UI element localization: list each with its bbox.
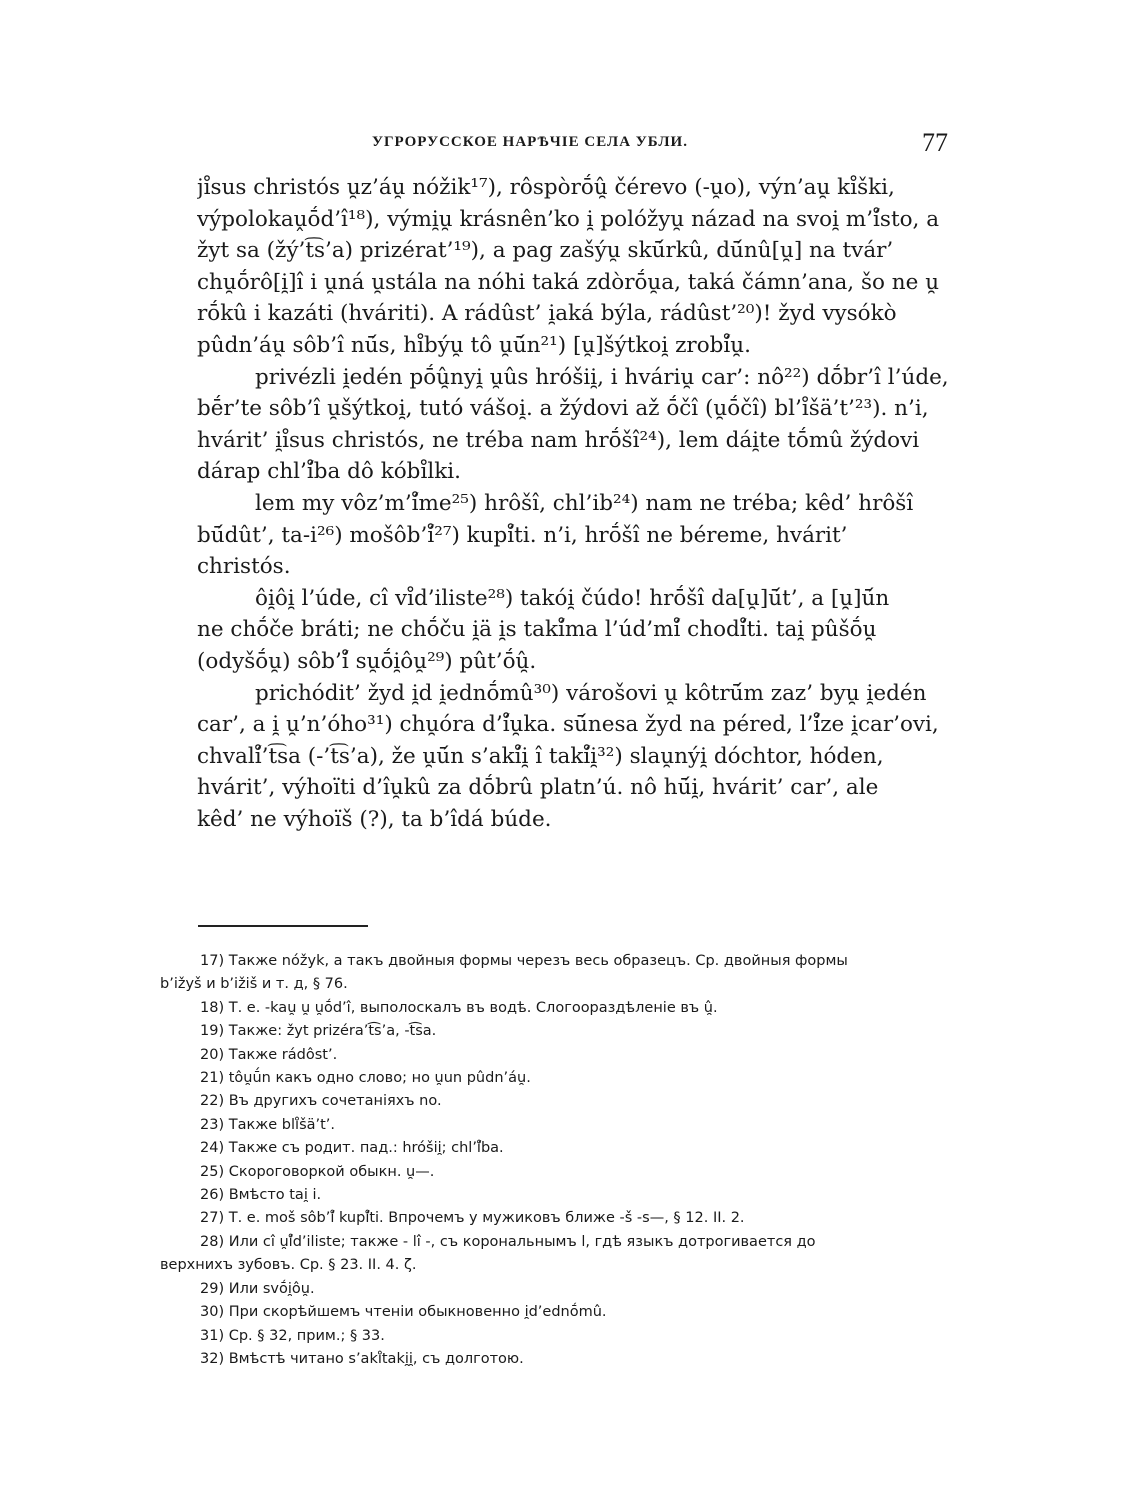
footnote: 28) Или cı̂ u̯ı̊́d’iliste; также - lı̂ -, съ корональнымъ l, гдѣ языкъ дотрогивается до	[200, 1233, 816, 1250]
text-line: bū́dût’, ta-i²⁶) mošôb’ı̊́²⁷) kupi̊́ti. n’i, hrṓšı̂ ne béreme, hvárit’	[197, 522, 848, 548]
text-line: chvali̊́’t͡sa (-’t͡s’a), že u̯ū́n s’aki̊́i̯ ı̂ taki̊́i̯³²) slau̯nýi̯ dóchtor, hóden,	[197, 743, 884, 769]
running-head	[200, 128, 950, 164]
text-line: rṓkû i kazáti (hváriti). A rádûst’ i̯aká býla, rádûst’²⁰)! žyd vysókò	[197, 301, 897, 327]
text-line: hvárit’, výhoı̈ti d’ı̂u̯kû za dṓbrû platn’ú. nô hū́i̯, hvárit’ car’, ale	[197, 775, 879, 801]
text-line: chu̯ṓrô[i̯]ı̂ i u̯ná u̯stála na nóhi taká zdòrṓu̯a, taká čámn’ana, šo ne u̯	[197, 269, 940, 295]
text-line: lem my vôz’m’ı̊́me²⁵) hrôšı̂, chl’ib²⁴) nam ne tréba; kêd’ hrôšı̂	[255, 490, 914, 516]
footnote: 18) Т. е. -kau̯ u̯ u̯ṓd’ı̂, выполоскалъ въ водѣ. Слогоораздѣленіе въ û̯.	[200, 999, 718, 1016]
paragraph	[197, 678, 949, 836]
footnote: 23) Также bli̊šä’t’.	[200, 1116, 336, 1133]
footnote: 30) При скорѣйшемъ чтеніи обыкновенно i̯d’ednṓmû.	[200, 1304, 607, 1321]
text-line: christós.	[197, 554, 291, 580]
footnote: 29) Или svṓi̯ôu̯.	[200, 1280, 315, 1297]
footnote: 20) Также rádôst’.	[200, 1046, 338, 1063]
main-text	[197, 172, 949, 835]
footnote: 31) Ср. § 32, прим.; § 33.	[200, 1327, 385, 1344]
text-line: ne chṓče bráti; ne chṓču i̯ä i̯s taki̊́ma l’úd’mi̊́ chodi̊́ti. tai̯ pûšṓu̯	[197, 617, 877, 643]
footnote-continuation: b’ižyš и b’ižiš и т. д, § 76.	[160, 976, 348, 993]
footnote: 19) Также: žyt prizéra’t͡s’a, -t͡sa.	[200, 1023, 437, 1040]
footnote: 22) Въ другихъ сочетаніяхъ no.	[200, 1093, 442, 1110]
text-line: dárap chl’ı̊́ba dô kóbi̊lki.	[197, 459, 461, 485]
paragraph	[197, 583, 949, 678]
text-line: car’, a i̯ u̯’n’óho³¹) chu̯óra d’ı̊́u̯ka. sū́nesa žyd na péred, l’ı̊́ze i̯car’ovi,	[197, 712, 939, 738]
footnote-continuation: верхнихъ зубовъ. Ср. § 23. II. 4. ζ.	[160, 1257, 417, 1274]
text-line: výpolokaṷṓd’ı̂¹⁸), vými̯u̯ krásnên’ko i̯ polóžyu̯ názad na svoi̯ m’ı̊́sto, a	[197, 206, 940, 232]
footnote: 21) tôu̯ū́n какъ одно слово; но u̯un pûdn’áu̯.	[200, 1070, 531, 1087]
text-line: žyt sa (žý’t͡s’a) prizérat’¹⁹), a pag zašýu̯ skū́rkû, dū́nû[u̯] na tvár’	[197, 238, 894, 264]
footnote: 32) Вмѣстѣ читано s’aki̊taki̯i̯, съ долготою.	[200, 1350, 524, 1367]
text-line: ji̊sus christós u̯z’áu̯ nóžik¹⁷), rôspòrṓû̯ čérevo (-u̯o), výn’au̯ ki̊ški,	[197, 175, 895, 200]
paragraph	[197, 362, 949, 488]
paragraph	[197, 172, 949, 362]
text-line: hvárit’ i̯i̊sus christós, ne tréba nam hrṓšı̂²⁴), lem dái̯te tṓmû žýdovi	[197, 427, 920, 453]
footnotes	[160, 950, 950, 1371]
footnote: 24) Также съ родит. пад.: hróšii̯; chl’ı̊́ba.	[200, 1140, 504, 1157]
text-line: (odyšṓu̯) sôb’ı̊́ su̯ṓi̯ôu̯²⁹) pût’ṓû̯.	[197, 648, 537, 674]
text-line: privézli i̯edén pṓû̯nyi̯ u̯ûs hróšii̯, i hváriu̯ car’: nô²²) dṓbr’ı̂ l’úde,	[255, 364, 949, 390]
text-line: ôi̯ôi̯ l’úde, cı̂ vi̊d’iliste²⁸) takói̯ čúdo! hrṓšı̂ da[u̯]ū́t’, a [u̯]ū́n	[255, 585, 890, 611]
text-line: bḗr’te sôb’ı̂ u̯šýtkoi̯, tutó vášoi̯. a žýdovi až ṓčı̂ (u̯ṓčı̂) bl’i̊šä’t’²³). n’i,	[197, 396, 929, 422]
running-title: УГРОРУССКОЕ НАРѢЧІЕ СЕЛА УБЛИ.	[372, 134, 688, 150]
text-line: pûdn’áu̯ sôb’ı̂ nū́s, hi̊býu̯ tô u̯ū́n²¹) [u̯]šýtkoi̯ zrobi̊́u̯.	[197, 332, 751, 358]
footnote: 17) Также nóžyk, а такъ двойныя формы черезъ весь образецъ. Ср. двойныя формы	[200, 953, 848, 969]
footnote: 27) Т. е. moš sôb’ı̊́ kupi̊́ti. Впрочемъ у мужиковъ ближе -š -s—, § 12. II. 2.	[200, 1210, 745, 1227]
footnote: 25) Скороговоркой обыкн. u̯—.	[200, 1163, 435, 1180]
footnote-separator	[198, 925, 368, 927]
text-line: prichódit’ žyd i̯d i̯ednṓmû³⁰) várošovi u̯ kôtrū́m zaz’ byu̯ i̯edén	[255, 680, 927, 706]
text-line: kêd’ ne výhoı̈š (?), ta b’ı̂dá búde.	[197, 806, 552, 832]
paragraph	[197, 488, 949, 583]
footnote: 26) Вмѣсто tai̯ i.	[200, 1187, 322, 1204]
page-number: 77	[922, 128, 948, 157]
